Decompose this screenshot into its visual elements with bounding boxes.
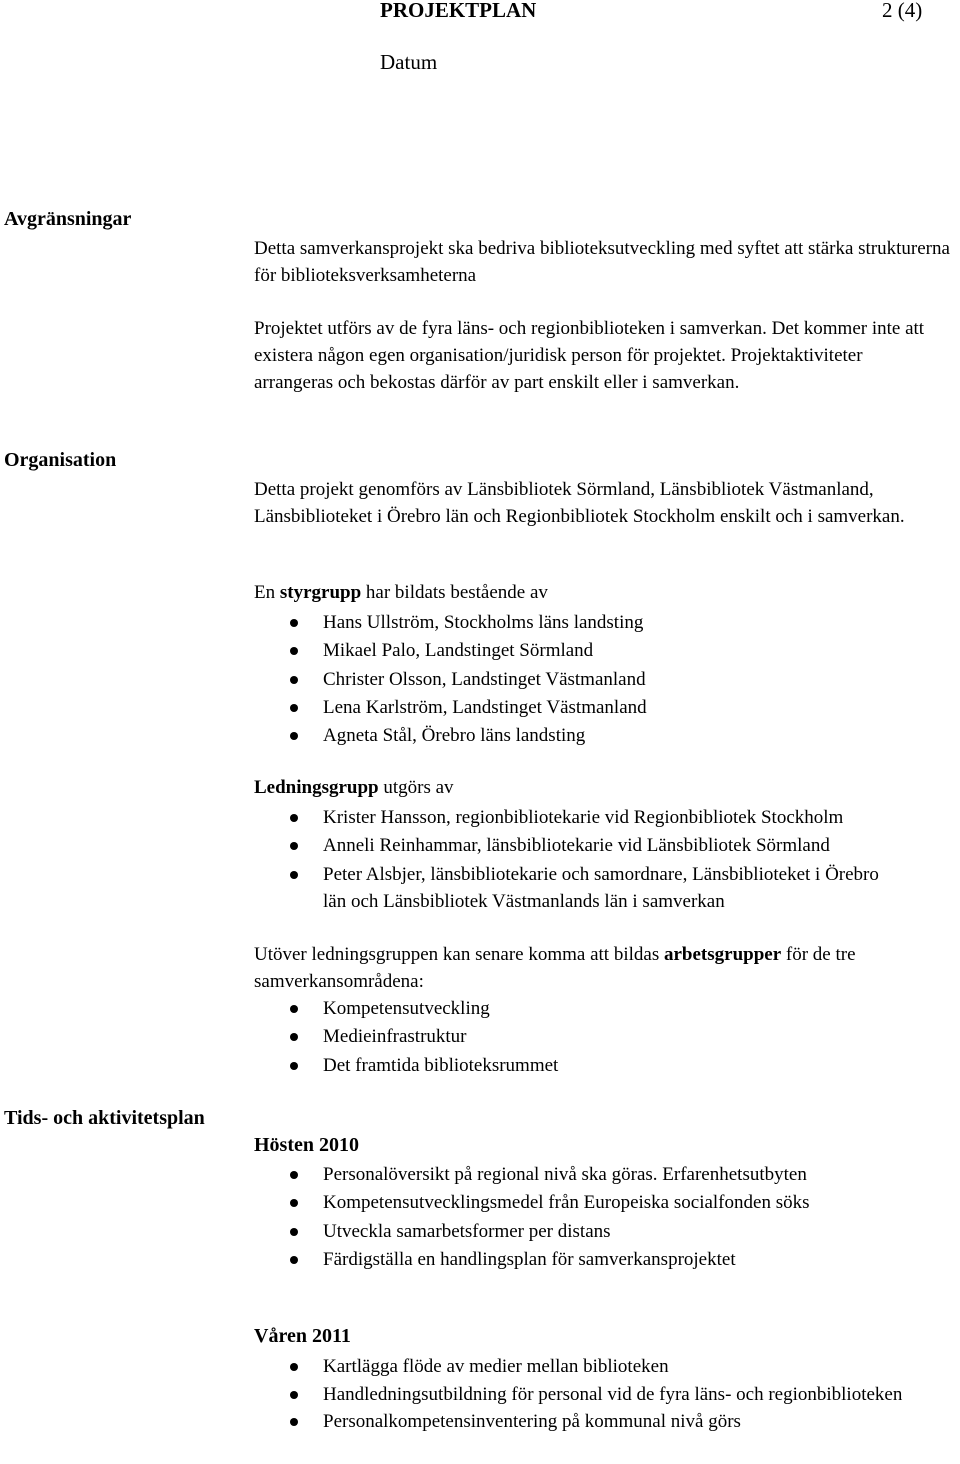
section-label-tidsplan: Tids- och aktivitetsplan <box>4 1107 205 1129</box>
list-item: Färdigställa en handlingsplan för samverkansprojektet <box>254 1246 960 1274</box>
styrgrupp-list <box>254 609 960 750</box>
varen-2011-list <box>254 1353 960 1437</box>
list-item: Medieinfrastruktur <box>254 1023 960 1051</box>
document-title: PROJEKTPLAN <box>380 0 537 22</box>
list-item: Kompetensutveckling <box>254 995 960 1023</box>
list-item: Utveckla samarbetsformer per distans <box>254 1218 960 1246</box>
section-label-organisation: Organisation <box>4 449 117 471</box>
list-item: Det framtida biblioteksrummet <box>254 1052 960 1080</box>
styrgrupp-term: styrgrupp <box>279 582 362 603</box>
arbetsgrupper-intro: Utöver ledningsgruppen kan senare komma att bildas arbetsgrupper för de tre samverkansområdena: <box>254 944 856 992</box>
list-item: Hans Ullström, Stockholms läns landsting <box>254 609 960 637</box>
list-item: Personalkompetensinventering på kommunal nivå görs <box>254 1408 960 1436</box>
ledningsgrupp-list <box>254 804 960 915</box>
date-label: Datum <box>380 50 438 74</box>
period-heading-varen-2011: Våren 2011 <box>254 1325 351 1347</box>
styrgrupp-intro: En styrgrupp har bildats bestående av <box>254 582 548 603</box>
period-heading-hosten-2010: Hösten 2010 <box>254 1134 359 1156</box>
samverkansomraden-list <box>254 995 960 1080</box>
section-label-avgransningar: Avgränsningar <box>4 208 132 230</box>
list-item: Peter Alsbjer, länsbibliotekarie och samordnare, Länsbiblioteket i Örebro län och Länsbibliotek Västmanlands län i samverkan <box>254 861 883 915</box>
list-item: Agneta Stål, Örebro läns landsting <box>254 722 960 750</box>
list-item: Personalöversikt på regional nivå ska göras. Erfarenhetsutbyten <box>254 1161 960 1189</box>
list-item: Kompetensutvecklingsmedel från Europeiska socialfonden söks <box>254 1189 960 1217</box>
arbetsgrupper-term: arbetsgrupper <box>663 944 782 965</box>
organisation-paragraph-1: Detta projekt genomförs av Länsbibliotek Sörmland, Länsbibliotek Västmanland, Länsbiblioteket i Örebro län och Regionbibliotek Stockholm enskilt och i samverkan. <box>254 479 905 527</box>
list-item: Krister Hansson, regionbibliotekarie vid Regionbibliotek Stockholm <box>254 804 960 832</box>
avgransningar-paragraph-2: Projektet utförs av de fyra läns- och regionbiblioteken i samverkan. Det kommer inte att existera någon egen organisation/juridisk person för projektet. Projektaktiviteter arrangeras och bekostas därför av part enskilt eller i samverkan. <box>254 318 925 393</box>
ledningsgrupp-intro: Ledningsgrupp utgörs av <box>254 777 454 798</box>
list-item: Christer Olsson, Landstinget Västmanland <box>254 666 960 694</box>
avgransningar-paragraph-1: Detta samverkansprojekt ska bedriva biblioteksutveckling med syftet att stärka strukturerna för biblioteksverksamheterna <box>254 238 950 286</box>
hosten-2010-list <box>254 1161 960 1274</box>
list-item: Lena Karlström, Landstinget Västmanland <box>254 694 960 722</box>
list-item: Kartlägga flöde av medier mellan biblioteken <box>254 1353 960 1381</box>
page-number: 2 (4) <box>882 0 923 22</box>
list-item: Handledningsutbildning för personal vid de fyra läns- och regionbiblioteken <box>254 1381 923 1408</box>
list-item: Mikael Palo, Landstinget Sörmland <box>254 637 960 665</box>
ledningsgrupp-term: Ledningsgrupp <box>254 777 379 798</box>
list-item: Anneli Reinhammar, länsbibliotekarie vid Länsbibliotek Sörmland <box>254 832 960 860</box>
